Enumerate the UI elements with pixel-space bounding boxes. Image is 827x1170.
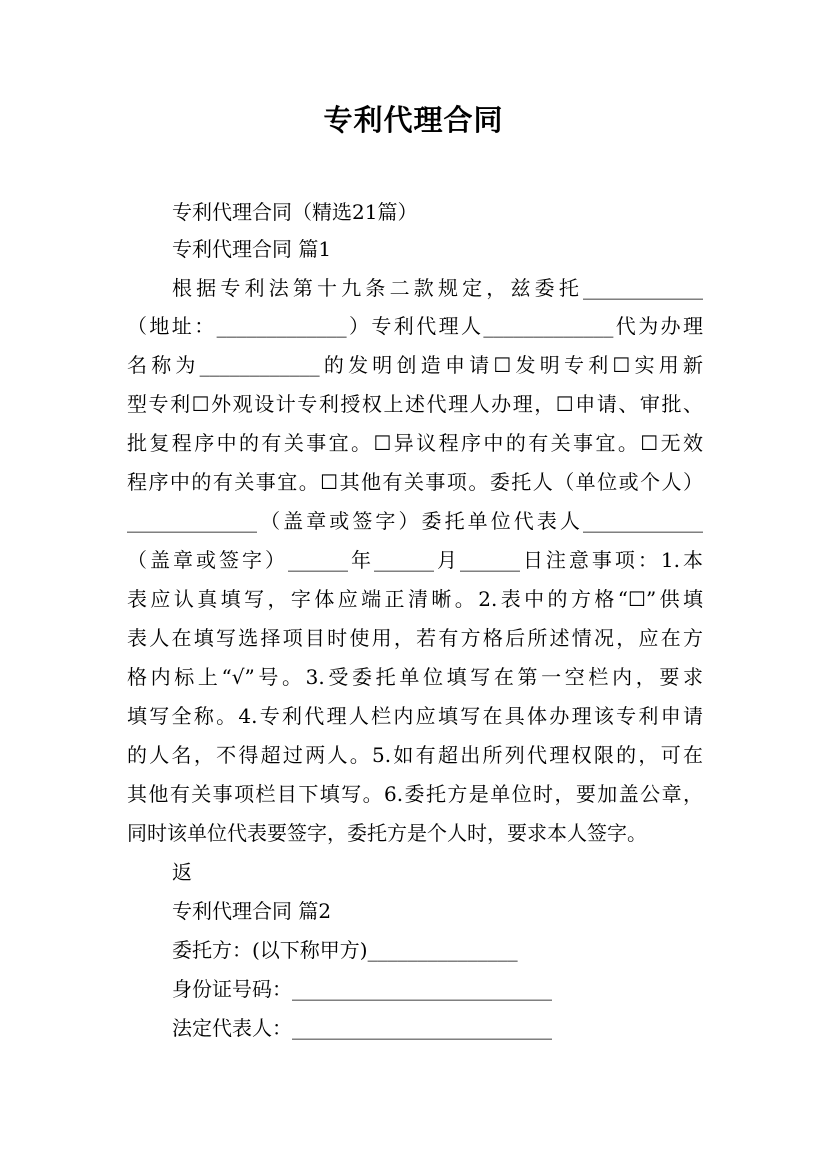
paragraph-line: _____________（盖章或签字）委托单位代表人____________ <box>127 509 703 533</box>
paragraph-line: 根据专利法第十九条二款规定，兹委托____________ <box>172 276 703 300</box>
paragraph-line: 程序中的有关事宜。☐其他有关事项。委托人（单位或个人） <box>127 470 703 494</box>
paragraph-line: 的人名，不得超过两人。5.如有超出所列代理权限的，可在 <box>127 743 703 767</box>
form-line-legal-representative: 法定代表人：__________________________ <box>172 1016 552 1040</box>
document-title: 专利代理合同 <box>323 103 504 137</box>
paragraph-line: 名称为____________的发明创造申请☐发明专利☐实用新 <box>127 353 703 377</box>
return-link[interactable]: 返 <box>172 860 192 884</box>
document-subtitle: 专利代理合同（精选21篇） <box>172 200 418 224</box>
paragraph-line: 批复程序中的有关事宜。☐异议程序中的有关事宜。☐无效 <box>127 431 703 455</box>
paragraph-line: 表人在填写选择项目时使用，若有方格后所述情况，应在方 <box>127 626 703 650</box>
section2-heading: 专利代理合同 篇2 <box>172 899 332 923</box>
paragraph-line: （地址：_____________）专利代理人_____________代为办理 <box>127 314 703 338</box>
paragraph-line: 格内标上“√”号。3.受委托单位填写在第一空栏内，要求 <box>127 665 703 689</box>
section1-heading: 专利代理合同 篇1 <box>172 237 332 261</box>
paragraph-line: （盖章或签字）______年______月______日注意事项：1.本 <box>127 548 703 572</box>
form-line-client: 委托方：(以下称甲方)_______________ <box>172 938 518 962</box>
paragraph-line: 表应认真填写，字体应端正清晰。2.表中的方格“☐”供填 <box>127 587 703 611</box>
paragraph-line: 其他有关事项栏目下填写。6.委托方是单位时，要加盖公章， <box>127 782 703 806</box>
paragraph-line: 型专利☐外观设计专利授权上述代理人办理，☐申请、审批、 <box>127 392 703 416</box>
paragraph-line: 填写全称。4.专利代理人栏内应填写在具体办理该专利申请 <box>127 704 703 728</box>
form-line-id-number: 身份证号码：__________________________ <box>172 977 552 1001</box>
paragraph-line: 同时该单位代表要签字，委托方是个人时，要求本人签字。 <box>127 821 647 845</box>
